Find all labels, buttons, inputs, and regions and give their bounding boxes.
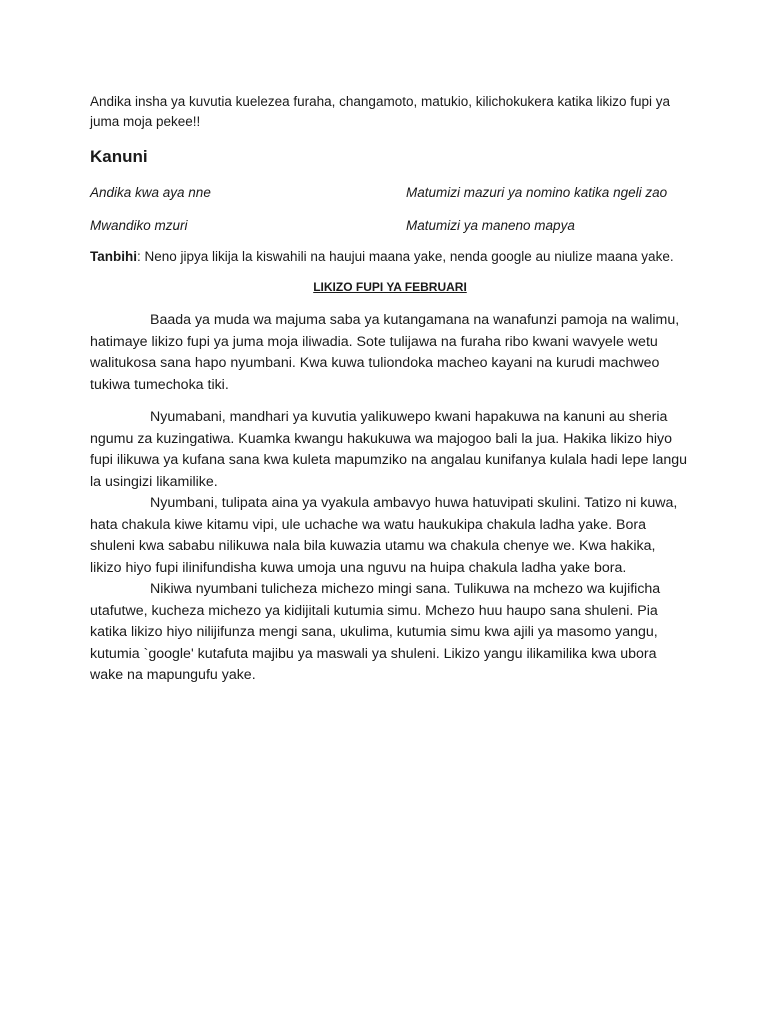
note-label: Tanbihi xyxy=(90,249,137,264)
note xyxy=(90,247,690,267)
rule-item: Mwandiko mzuri xyxy=(90,218,188,233)
rules-list xyxy=(90,182,690,236)
rules-heading: Kanuni xyxy=(90,147,148,166)
note-text: : Neno jipya likija la kiswahili na haujui maana yake, nenda google au niulize maana yake. xyxy=(137,249,674,264)
document-page xyxy=(90,92,690,687)
rule-item: Matumizi ya maneno mapya xyxy=(406,218,575,233)
essay-paragraph: Nyumabani, mandhari ya kuvutia yalikuwepo kwani hapakuwa na kanuni au sheria ngumu za kuzingatiwa. Kuamka kwangu hakukuwa wa majogoo bali la jua. Hakika likizo hiyo fupi ilikuwa ya kufana sana kwa kuleta mapumziko na angalau kunifanya kulala hadi lepe langu la usingizi likamilike. xyxy=(90,409,688,490)
essay-paragraph: Nyumbani, tulipata aina ya vyakula ambavyo huwa hatuvipati skulini. Tatizo ni kuwa, hata chakula kiwe kitamu vipi, ule uchache wa watu haukukipa chakula ladha yake. Bora shuleni kwa sababu nilikuwa nala bila kuwazia utamu wa chakula chenye we. Kwa hakika, likizo hiyo fupi ilinifundisha kuwa umoja una nguvu na huipa chakula ladha yake bora. xyxy=(90,495,678,576)
rule-item: Andika kwa aya nne xyxy=(90,185,211,200)
essay-paragraph: Baada ya muda wa majuma saba ya kutangamana na wanafunzi pamoja na walimu, hatimaye likizo fupi ya juma moja iliwadia. Sote tulijawa na furaha ribo kwani wavyele wetu walitukosa sana hapo nyumbani. Kwa kuwa tuliondoka macheo kayani na kurudi machweo tukiwa tumechoka tiki. xyxy=(90,312,680,393)
rule-item: Matumizi mazuri ya nomino katika ngeli zao xyxy=(406,185,668,200)
essay-paragraph: Nikiwa nyumbani tulicheza michezo mingi sana. Tulikuwa na mchezo wa kujificha utafutwe, kucheza michezo ya kidijitali kutumia simu. Mchezo huu haupo sana shuleni. Pia katika likizo hiyo nilijifunza mengi sana, ukulima, kutumia simu kwa ajili ya masomo yangu, kutumia `google' kutafuta majibu ya maswali ya shuleni. Likizo yangu ilikamilika kwa ubora wake na mapungufu yake. xyxy=(90,581,661,683)
essay-title: LIKIZO FUPI YA FEBRUARI xyxy=(313,280,467,294)
instruction-text: Andika insha ya kuvutia kuelezea furaha, changamoto, matukio, kilichokukera katika likizo fupi ya juma moja pekee!! xyxy=(90,94,671,129)
